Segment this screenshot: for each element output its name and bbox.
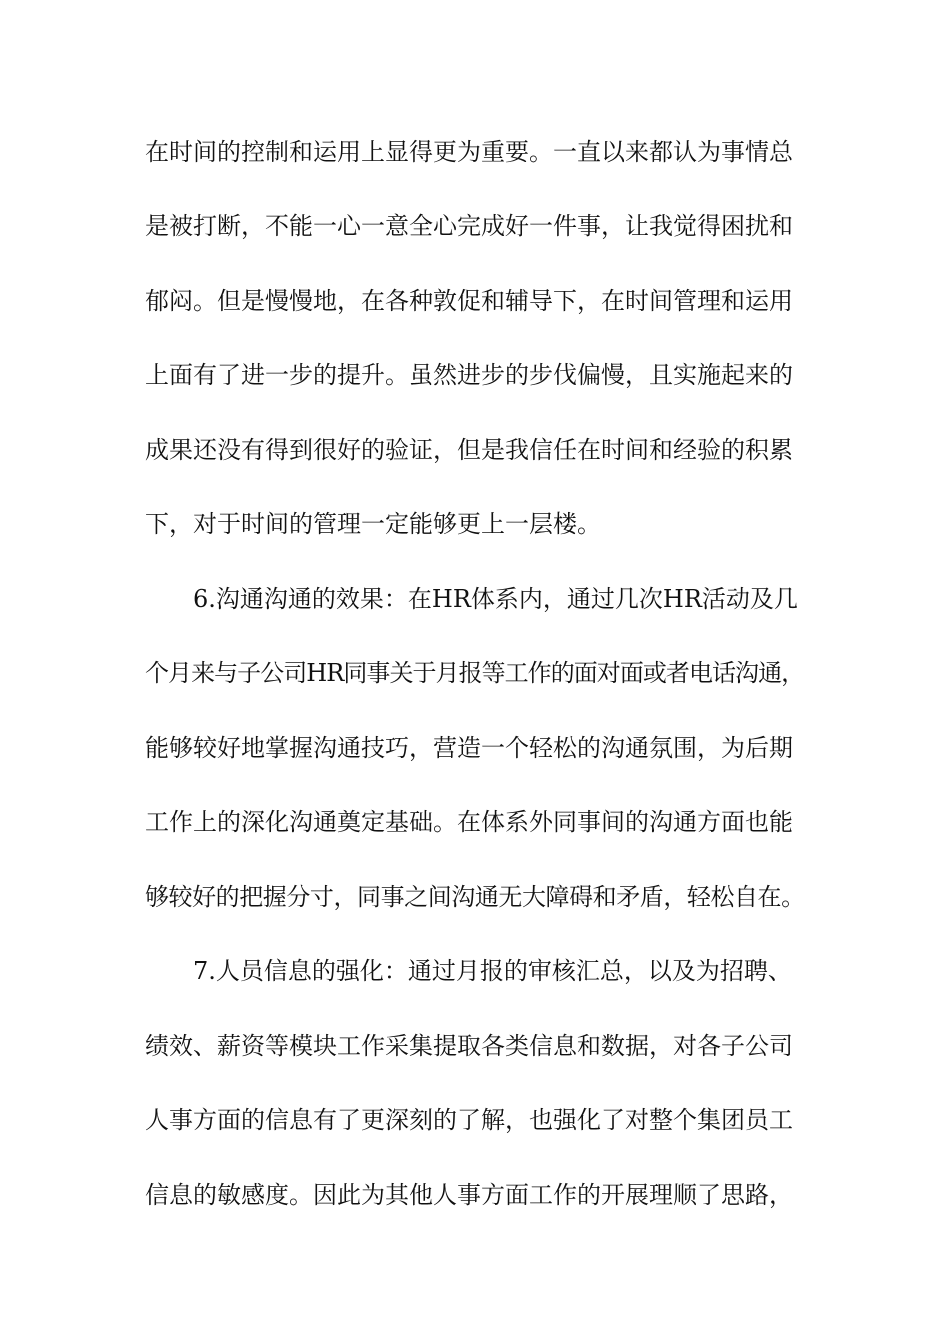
text-line: 人事方面的信息有了更深刻的了解，也强化了对整个集团员工 <box>145 1106 793 1134</box>
paragraph-7-start: 7.人员信息的强化：通过月报的审核汇总，以及为招聘、 <box>193 957 792 985</box>
text-line: 郁闷。但是慢慢地，在各种敦促和辅导下，在时间管理和运用 <box>145 287 793 315</box>
text-line: 信息的敏感度。因此为其他人事方面工作的开展理顺了思路， <box>145 1181 793 1209</box>
text-line: 够较好的把握分寸，同事之间沟通无大障碍和矛盾，轻松自在。 <box>145 883 805 911</box>
text-line: 下，对于时间的管理一定能够更上一层楼。 <box>145 510 601 538</box>
paragraph-6-start: 6.沟通沟通的效果：在HR体系内，通过几次HR活动及几 <box>193 585 798 613</box>
text-line: 是被打断，不能一心一意全心完成好一件事，让我觉得困扰和 <box>145 212 793 240</box>
text-line: 绩效、薪资等模块工作采集提取各类信息和数据，对各子公司 <box>145 1032 793 1060</box>
text-line: 能够较好地掌握沟通技巧，营造一个轻松的沟通氛围，为后期 <box>145 734 793 762</box>
text-line: 在时间的控制和运用上显得更为重要。一直以来都认为事情总 <box>145 138 793 166</box>
text-line: 上面有了进一步的提升。虽然进步的步伐偏慢，且实施起来的 <box>145 361 793 389</box>
text-line: 个月来与子公司HR同事关于月报等工作的面对面或者电话沟通， <box>145 659 805 687</box>
text-line: 工作上的深化沟通奠定基础。在体系外同事间的沟通方面也能 <box>145 808 793 836</box>
text-line: 成果还没有得到很好的验证，但是我信任在时间和经验的积累 <box>145 436 793 464</box>
